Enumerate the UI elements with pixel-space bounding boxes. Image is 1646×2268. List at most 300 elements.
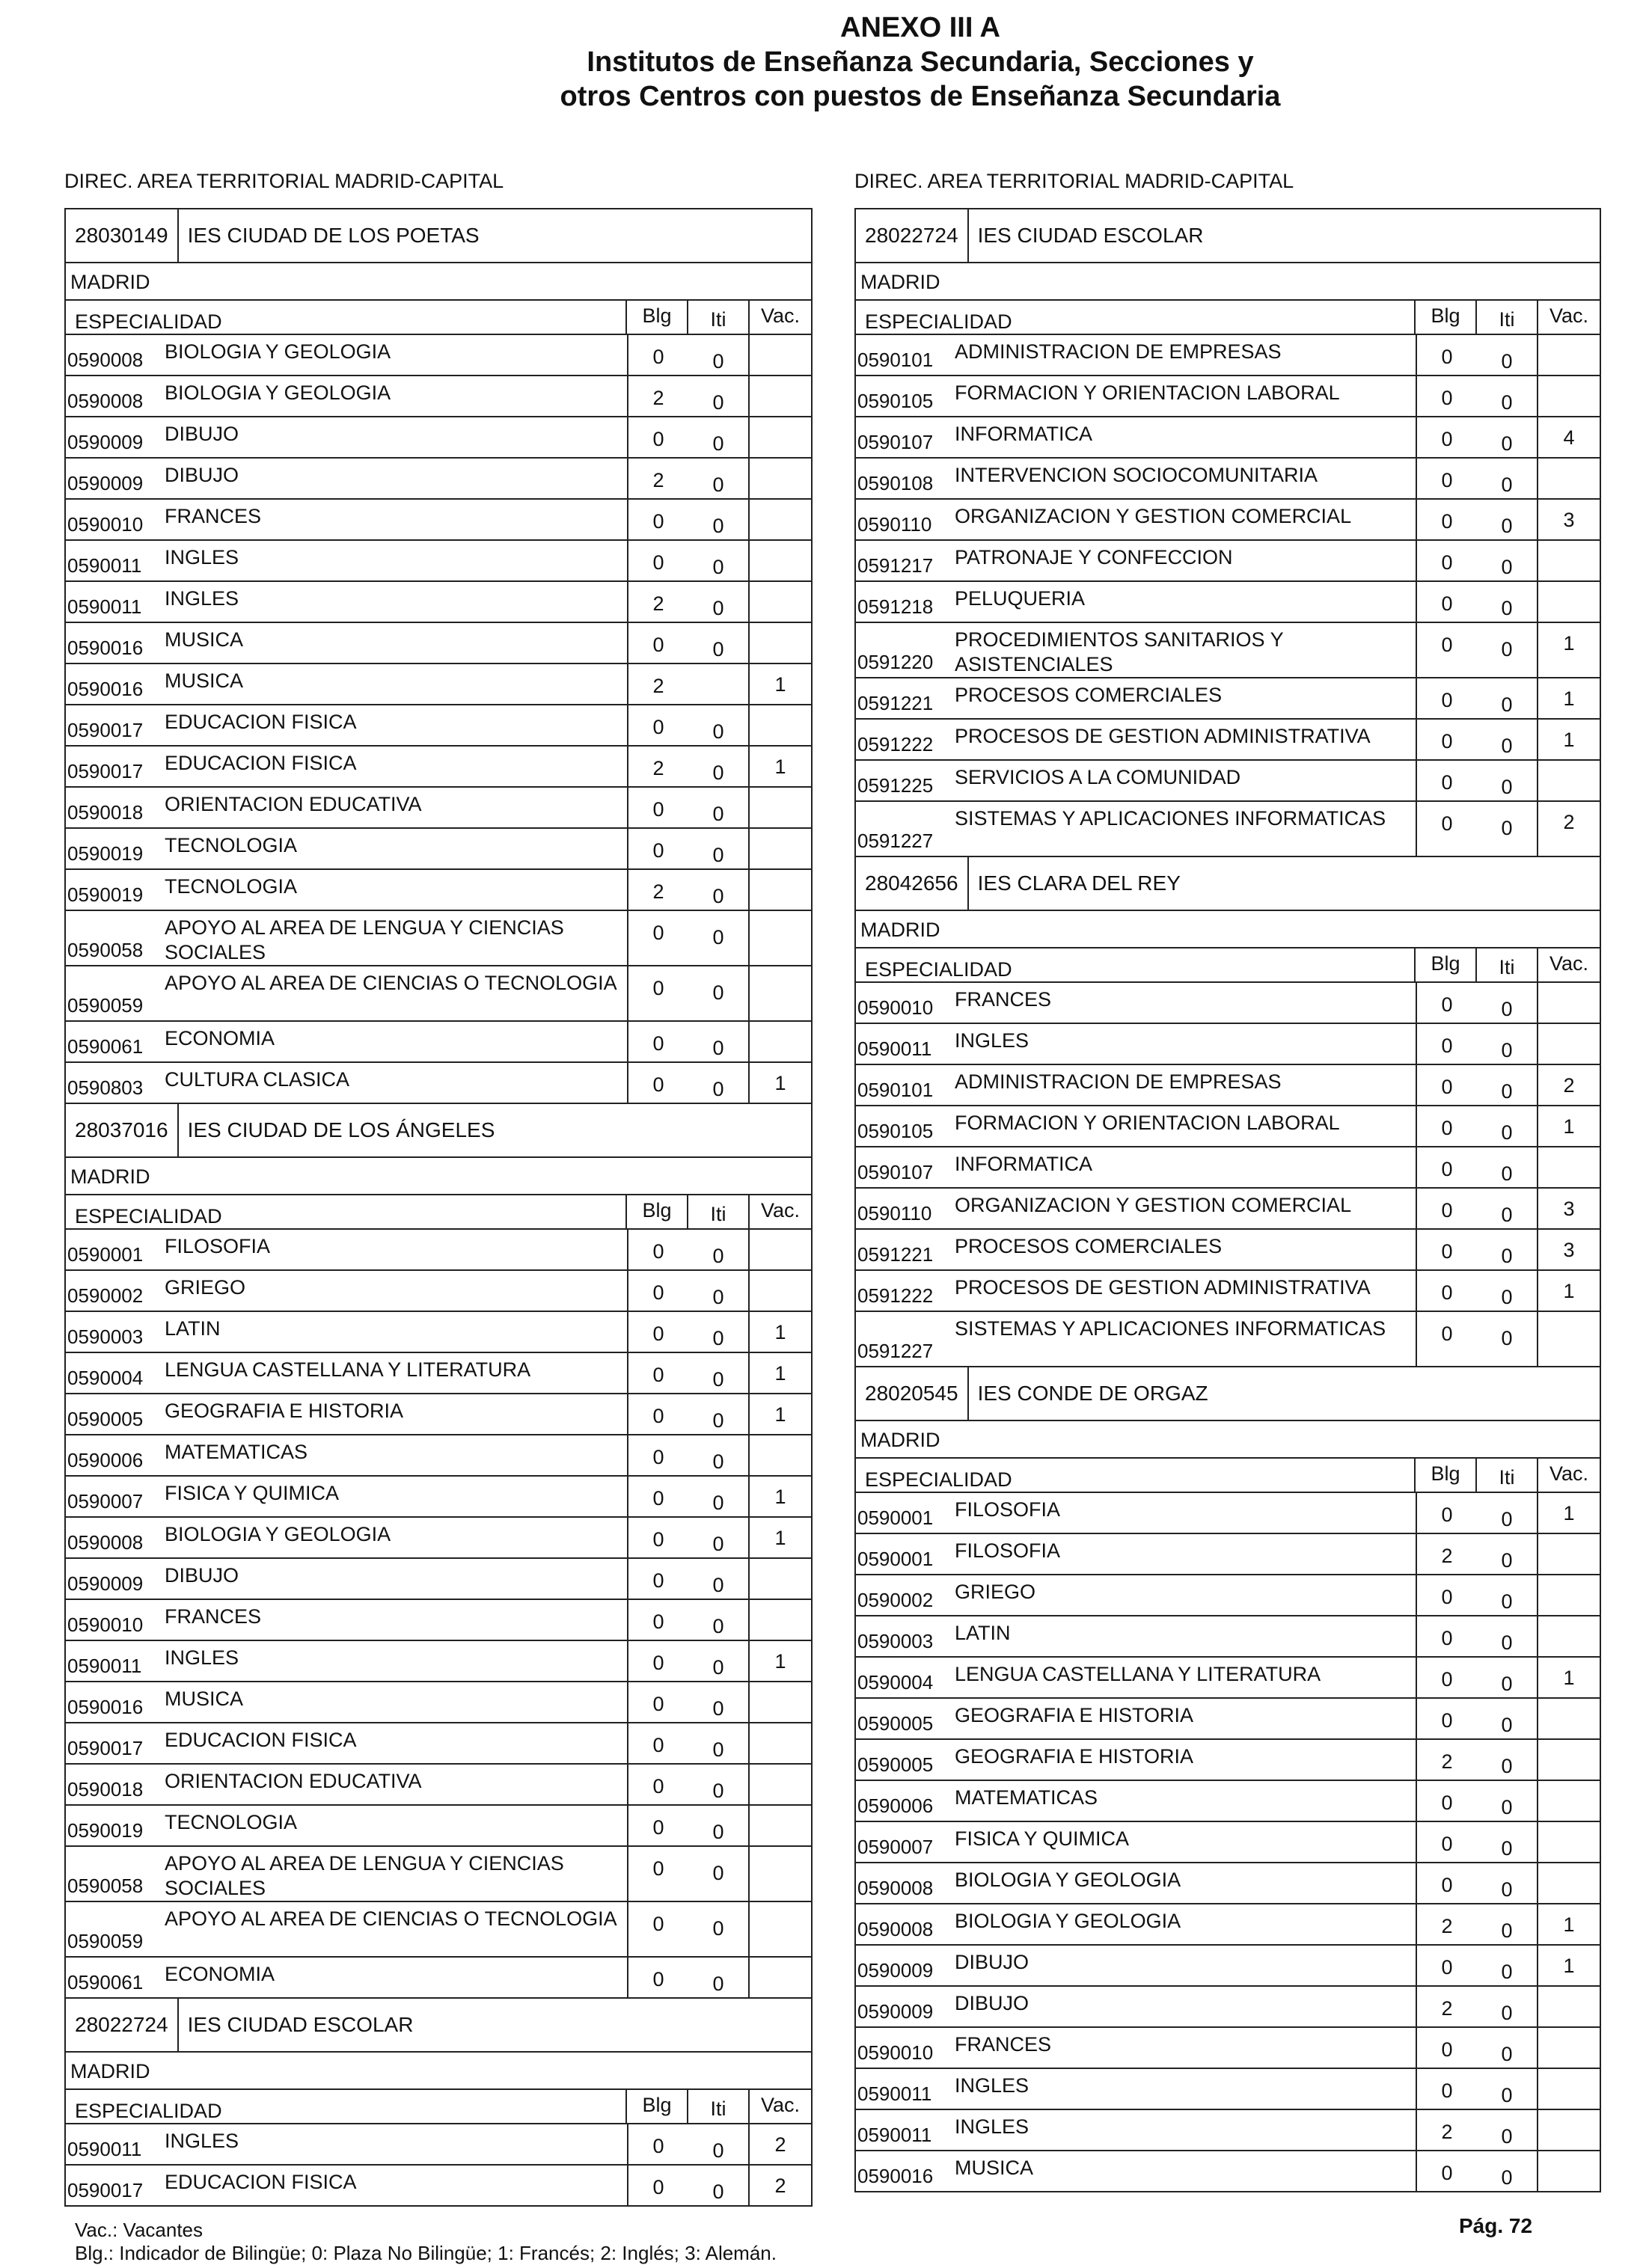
- blg-value: 0: [1416, 500, 1477, 539]
- specialty-code: 0591222: [857, 733, 934, 756]
- table-row: [66, 1394, 811, 1435]
- vac-value: [1537, 1740, 1600, 1780]
- iti-value: 0: [1501, 515, 1513, 537]
- vac-value: [748, 623, 811, 663]
- vac-value: [1537, 1575, 1600, 1615]
- table-row: [66, 1063, 811, 1103]
- blg-value: 0: [1416, 1106, 1477, 1146]
- table-row: [856, 1740, 1600, 1781]
- center-header: [856, 1367, 1600, 1421]
- specialty-name: MUSICA: [955, 2157, 1034, 2179]
- iti-value: 0: [712, 1738, 724, 1761]
- header-iti: Iti: [1475, 1459, 1537, 1492]
- iti-value: 0: [712, 803, 724, 825]
- blg-value: 0: [1416, 1863, 1477, 1903]
- iti-value: 0: [712, 844, 724, 866]
- specialty-code: 0590004: [67, 1367, 144, 1389]
- specialty-code: 0591220: [857, 651, 934, 673]
- specialty-code: 0591217: [857, 554, 934, 577]
- specialty-name: FRANCES: [165, 505, 262, 527]
- vac-value: [748, 582, 811, 622]
- blg-value: 0: [1416, 720, 1477, 759]
- header-blg: Blg: [625, 2090, 687, 2123]
- table-row: [66, 1230, 811, 1271]
- table-row: [856, 623, 1600, 678]
- vac-value: 1: [1537, 720, 1600, 759]
- vac-value: 1: [748, 1518, 811, 1557]
- specialty-name: INGLES: [165, 546, 239, 568]
- table-row: [66, 705, 811, 747]
- table-row: [66, 1641, 811, 1682]
- center-locality: MADRID: [856, 911, 1600, 948]
- iti-value: 0: [712, 720, 724, 743]
- specialty-name: MATEMATICAS: [955, 1786, 1098, 1809]
- specialty-code: 0590018: [67, 1778, 144, 1800]
- table-row: [856, 1312, 1600, 1366]
- specialty-name: DIBUJO: [165, 1564, 239, 1587]
- specialty-code: 0590059: [67, 994, 144, 1017]
- specialty-name: BIOLOGIA Y GEOLOGIA: [165, 381, 391, 404]
- specialty-name: TECNOLOGIA: [165, 834, 298, 856]
- table-header: [856, 301, 1600, 335]
- blg-value: 0: [1416, 1312, 1477, 1366]
- iti-value: 0: [1501, 1508, 1513, 1530]
- table-row: [66, 829, 811, 870]
- table-row: [856, 459, 1600, 500]
- vac-value: [748, 829, 811, 868]
- specialty-code: 0590001: [857, 1548, 934, 1570]
- blg-value: 0: [627, 1394, 688, 1434]
- annex-title: ANEXO III A: [840, 12, 1000, 43]
- table-row: [66, 376, 811, 417]
- iti-value: 0: [712, 1286, 724, 1308]
- specialty-name: BIOLOGIA Y GEOLOGIA: [955, 1910, 1181, 1932]
- specialty-name: INTERVENCION SOCIOCOMUNITARIA: [955, 464, 1318, 486]
- blg-value: 0: [627, 1847, 688, 1901]
- blg-value: 0: [627, 335, 688, 375]
- vac-value: [748, 788, 811, 827]
- blg-value: 2: [1416, 1904, 1477, 1944]
- blg-value: 0: [1416, 1575, 1477, 1615]
- vac-value: [1537, 1147, 1600, 1187]
- specialty-name: INGLES: [165, 2130, 239, 2152]
- specialty-name: INGLES: [165, 1646, 239, 1669]
- specialty-code: 0590016: [857, 2165, 934, 2187]
- vac-value: [1537, 2028, 1600, 2068]
- vac-value: [1537, 1863, 1600, 1903]
- blg-value: 0: [1416, 1493, 1477, 1533]
- iti-value: 0: [1501, 2166, 1513, 2189]
- table-row: [856, 1822, 1600, 1863]
- specialty-name: TECNOLOGIA: [165, 1811, 298, 1833]
- specialty-code: 0590011: [857, 2082, 932, 2105]
- table-row: [856, 2110, 1600, 2151]
- table-row: [856, 1534, 1600, 1575]
- header-blg: Blg: [1414, 301, 1475, 334]
- specialty-code: 0591227: [857, 1340, 934, 1362]
- blg-value: 2: [1416, 1740, 1477, 1780]
- table-row: [856, 2069, 1600, 2110]
- iti-value: 0: [712, 556, 724, 578]
- right-column: [854, 166, 1601, 2192]
- specialty-code: 0590017: [67, 760, 144, 782]
- specialty-code: 0590058: [67, 1875, 144, 1897]
- vac-value: 1: [748, 747, 811, 786]
- table-row: [856, 500, 1600, 541]
- iti-value: 0: [712, 1780, 724, 1802]
- vac-value: 1: [748, 1394, 811, 1434]
- specialty-name: FILOSOFIA: [955, 1498, 1061, 1521]
- table-row: [66, 1806, 811, 1847]
- direccion-territorial: DIREC. AREA TERRITORIAL MADRID-CAPITAL: [64, 170, 504, 192]
- blg-value: 0: [627, 500, 688, 539]
- specialty-code: 0590019: [67, 1819, 144, 1842]
- table-row: [66, 417, 811, 459]
- iti-value: 0: [1501, 350, 1513, 373]
- iti-value: 0: [712, 515, 724, 537]
- vac-value: [748, 870, 811, 910]
- vac-value: [1537, 1534, 1600, 1574]
- blg-value: 0: [1416, 983, 1477, 1023]
- blg-value: 0: [627, 1723, 688, 1763]
- center-locality: MADRID: [66, 2053, 811, 2090]
- header-especialidad: ESPECIALIDAD: [865, 310, 1012, 333]
- blg-value: 0: [627, 705, 688, 745]
- iti-value: 0: [1501, 1673, 1513, 1695]
- table-row: [856, 1189, 1600, 1230]
- vac-value: [748, 1958, 811, 1997]
- vac-value: [748, 1271, 811, 1311]
- iti-value: 0: [712, 1973, 724, 1995]
- legend-vacantes: Vac.: Vacantes: [75, 2219, 204, 2241]
- iti-value: 0: [1501, 2125, 1513, 2148]
- footer-legend: [75, 2219, 777, 2265]
- table-row: [66, 500, 811, 541]
- iti-value: 0: [1501, 1549, 1513, 1572]
- blg-value: 0: [1416, 1024, 1477, 1064]
- blg-value: 2: [627, 664, 688, 704]
- specialty-name: APOYO AL AREA DE CIENCIAS O TECNOLOGIA: [165, 972, 617, 994]
- vac-value: [748, 1765, 811, 1804]
- header-iti: Iti: [687, 301, 748, 334]
- iti-value: 0: [1501, 1162, 1513, 1185]
- table-row: [856, 1863, 1600, 1904]
- blg-value: 2: [1416, 2110, 1477, 2150]
- vac-value: [1537, 541, 1600, 580]
- iti-value: 0: [1501, 597, 1513, 619]
- header-vac: Vac.: [748, 301, 811, 334]
- iti-value: 0: [712, 926, 724, 948]
- vac-value: [748, 705, 811, 745]
- vac-value: 3: [1537, 1230, 1600, 1269]
- vac-value: [1537, 335, 1600, 375]
- vac-value: 2: [1537, 802, 1600, 856]
- table-row: [66, 1312, 811, 1353]
- blg-value: 0: [627, 1312, 688, 1352]
- center-code: 28042656: [856, 857, 969, 910]
- specialty-name: ORGANIZACION Y GESTION COMERCIAL: [955, 1194, 1352, 1216]
- iti-value: 0: [1501, 1245, 1513, 1267]
- specialty-name: FISICA Y QUIMICA: [955, 1827, 1130, 1850]
- vac-value: [1537, 1699, 1600, 1738]
- table-row: [856, 1946, 1600, 1987]
- center-block: [64, 1997, 813, 2207]
- specialty-code: 0590007: [857, 1836, 934, 1858]
- specialty-name: GEOGRAFIA E HISTORIA: [165, 1400, 404, 1422]
- specialty-name: APOYO AL AREA DE CIENCIAS O TECNOLOGIA: [165, 1907, 617, 1930]
- specialty-code: 0591225: [857, 774, 934, 797]
- specialty-name: INGLES: [955, 1029, 1029, 1052]
- specialty-name: FILOSOFIA: [955, 1539, 1061, 1562]
- table-row: [66, 1600, 811, 1641]
- specialty-code: 0590107: [857, 1161, 934, 1183]
- specialty-code: 0590016: [67, 678, 144, 700]
- specialty-code: 0590003: [857, 1630, 934, 1652]
- iti-value: 0: [712, 1574, 724, 1596]
- blg-value: 0: [1416, 1189, 1477, 1228]
- blg-value: 0: [627, 1682, 688, 1722]
- center-locality: MADRID: [66, 263, 811, 301]
- blg-value: 0: [627, 1353, 688, 1393]
- vac-value: [748, 1806, 811, 1845]
- iti-value: 0: [712, 981, 724, 1004]
- specialty-name: SISTEMAS Y APLICACIONES INFORMATICAS: [955, 1317, 1386, 1340]
- center-name: IES CIUDAD ESCOLAR: [977, 224, 1204, 247]
- specialty-name: BIOLOGIA Y GEOLOGIA: [165, 1523, 391, 1545]
- table-row: [66, 870, 811, 911]
- table-row: [856, 1781, 1600, 1822]
- vac-value: [748, 1022, 811, 1061]
- table-row: [856, 1987, 1600, 2028]
- iti-value: 0: [1501, 2002, 1513, 2024]
- vac-value: [748, 1230, 811, 1269]
- specialty-code: 0590009: [67, 472, 144, 494]
- header-especialidad: ESPECIALIDAD: [865, 958, 1012, 981]
- table-header: [66, 1195, 811, 1230]
- specialty-code: 0590017: [67, 2179, 144, 2201]
- header-blg: Blg: [625, 1195, 687, 1228]
- specialty-code: 0590110: [857, 1202, 932, 1225]
- specialty-name: EDUCACION FISICA: [165, 2171, 357, 2193]
- specialty-name: MUSICA: [165, 628, 244, 651]
- blg-value: 0: [627, 541, 688, 580]
- vac-value: 1: [748, 1477, 811, 1516]
- blg-value: 2: [627, 459, 688, 498]
- vac-value: [748, 966, 811, 1020]
- blg-value: 0: [1416, 1147, 1477, 1187]
- specialty-code: 0590011: [67, 1655, 142, 1677]
- specialty-code: 0591221: [857, 692, 934, 714]
- iti-value: 0: [712, 1862, 724, 1884]
- iti-value: 0: [1501, 1327, 1513, 1349]
- header-iti: Iti: [1475, 948, 1537, 981]
- table-body: [856, 1493, 1600, 2191]
- specialty-name: DIBUJO: [955, 1951, 1029, 1973]
- table-row: [66, 1022, 811, 1063]
- iti-value: 0: [712, 2180, 724, 2203]
- specialty-name: DIBUJO: [165, 423, 239, 445]
- vac-value: [748, 1902, 811, 1956]
- blg-value: 0: [627, 1477, 688, 1516]
- vac-value: [1537, 2069, 1600, 2109]
- table-row: [66, 966, 811, 1022]
- specialty-name: MUSICA: [165, 669, 244, 692]
- blg-value: 0: [1416, 541, 1477, 580]
- iti-value: 0: [1501, 1796, 1513, 1818]
- header-especialidad: ESPECIALIDAD: [75, 310, 222, 333]
- table-row: [856, 1616, 1600, 1658]
- specialty-name: PROCEDIMIENTOS SANITARIOS Y ASISTENCIALES: [955, 628, 1284, 675]
- blg-value: 0: [1416, 1822, 1477, 1862]
- specialty-name: ADMINISTRACION DE EMPRESAS: [955, 1070, 1282, 1093]
- blg-value: 0: [1416, 761, 1477, 800]
- specialty-name: MUSICA: [165, 1688, 244, 1710]
- blg-value: 0: [1416, 1658, 1477, 1697]
- center-block: [64, 208, 813, 1103]
- iti-value: 0: [1501, 1039, 1513, 1061]
- vac-value: 3: [1537, 500, 1600, 539]
- blg-value: 0: [627, 1435, 688, 1475]
- iti-value: 0: [1501, 1204, 1513, 1226]
- table-row: [66, 1723, 811, 1765]
- specialty-code: 0590108: [857, 472, 934, 494]
- table-row: [66, 664, 811, 705]
- iti-value: 0: [1501, 1837, 1513, 1860]
- specialty-name: GEOGRAFIA E HISTORIA: [955, 1745, 1194, 1768]
- blg-value: 0: [1416, 2028, 1477, 2068]
- vac-value: [1537, 1024, 1600, 1064]
- vac-value: 1: [1537, 1271, 1600, 1311]
- center-locality: MADRID: [856, 263, 1600, 301]
- iti-value: 0: [1501, 1714, 1513, 1736]
- iti-value: 0: [1501, 1919, 1513, 1942]
- table-row: [856, 2151, 1600, 2191]
- vac-value: 1: [748, 664, 811, 704]
- blg-value: 2: [627, 870, 688, 910]
- iti-value: 0: [712, 1492, 724, 1514]
- table-row: [856, 1904, 1600, 1946]
- table-row: [856, 1106, 1600, 1147]
- iti-value: 0: [1501, 2043, 1513, 2065]
- vac-value: 1: [748, 1641, 811, 1681]
- table-body: [66, 1230, 811, 1997]
- vac-value: 1: [1537, 1493, 1600, 1533]
- vac-value: [748, 1847, 811, 1901]
- specialty-code: 0590005: [857, 1753, 934, 1776]
- table-body: [856, 335, 1600, 856]
- specialty-code: 0590010: [67, 513, 144, 536]
- header-especialidad: ESPECIALIDAD: [75, 2100, 222, 2122]
- specialty-name: LATIN: [165, 1317, 221, 1340]
- specialty-code: 0591222: [857, 1284, 934, 1307]
- blg-value: 0: [627, 1958, 688, 1997]
- specialty-code: 0590009: [857, 2000, 934, 2023]
- specialty-name: ORIENTACION EDUCATIVA: [165, 1770, 422, 1792]
- iti-value: 0: [1501, 693, 1513, 716]
- blg-value: 0: [627, 1559, 688, 1599]
- specialty-code: 0590059: [67, 1930, 144, 1952]
- iti-value: 0: [712, 391, 724, 414]
- blg-value: 0: [1416, 2151, 1477, 2191]
- vac-value: 1: [1537, 1904, 1600, 1944]
- specialty-name: APOYO AL AREA DE LENGUA Y CIENCIAS SOCIALES: [165, 916, 564, 963]
- vac-value: [748, 459, 811, 498]
- specialty-code: 0590011: [857, 2124, 932, 2146]
- specialty-code: 0590061: [67, 1035, 144, 1058]
- header-blg: Blg: [1414, 1459, 1475, 1492]
- vac-value: [1537, 2110, 1600, 2150]
- vac-value: [1537, 2151, 1600, 2191]
- specialty-code: 0591218: [857, 595, 934, 618]
- specialty-name: PELUQUERIA: [955, 587, 1086, 610]
- vac-value: [1537, 1822, 1600, 1862]
- blg-value: 0: [1416, 623, 1477, 677]
- blg-value: 0: [1416, 2069, 1477, 2109]
- specialty-name: FISICA Y QUIMICA: [165, 1482, 340, 1504]
- iti-value: 0: [712, 1615, 724, 1637]
- specialty-name: GEOGRAFIA E HISTORIA: [955, 1704, 1194, 1726]
- specialty-code: 0590110: [857, 513, 932, 536]
- blg-value: 0: [627, 788, 688, 827]
- iti-value: 0: [1501, 776, 1513, 798]
- table-row: [856, 1271, 1600, 1312]
- legend-bilingue: Blg.: Indicador de Bilingüe; 0: Plaza No Bilingüe; 1: Francés; 2: Inglés; 3: Alemán.: [75, 2242, 777, 2264]
- center-locality: MADRID: [66, 1158, 811, 1195]
- blg-value: 0: [1416, 802, 1477, 856]
- iti-value: 0: [712, 1409, 724, 1432]
- specialty-code: 0590003: [67, 1325, 144, 1348]
- specialty-code: 0590001: [67, 1243, 144, 1266]
- vac-value: [748, 541, 811, 580]
- specialty-code: 0591227: [857, 830, 934, 852]
- vac-value: [748, 1682, 811, 1722]
- table-row: [66, 2166, 811, 2205]
- blg-value: 0: [627, 1230, 688, 1269]
- specialty-code: 0590017: [67, 719, 144, 741]
- left-column: [64, 166, 813, 2207]
- iti-value: 0: [712, 1656, 724, 1679]
- iti-value: 0: [1501, 1590, 1513, 1613]
- specialty-name: BIOLOGIA Y GEOLOGIA: [165, 340, 391, 363]
- specialty-code: 0590009: [67, 431, 144, 453]
- vac-value: [748, 376, 811, 416]
- blg-value: 0: [1416, 417, 1477, 457]
- specialty-name: DIBUJO: [955, 1992, 1029, 2014]
- table-row: [856, 541, 1600, 582]
- specialty-code: 0591221: [857, 1243, 934, 1266]
- specialty-name: APOYO AL AREA DE LENGUA Y CIENCIAS SOCIALES: [165, 1852, 564, 1899]
- iti-value: 0: [712, 1917, 724, 1940]
- table-row: [66, 582, 811, 623]
- table-row: [856, 1024, 1600, 1065]
- specialty-name: LATIN: [955, 1622, 1011, 1644]
- center-code: 28022724: [856, 209, 969, 262]
- table-row: [66, 335, 811, 376]
- specialty-name: GRIEGO: [955, 1581, 1036, 1603]
- blg-value: 0: [627, 911, 688, 965]
- table-row: [856, 335, 1600, 376]
- iti-value: 0: [712, 638, 724, 661]
- vac-value: [1537, 376, 1600, 416]
- iti-value: 0: [712, 1821, 724, 1843]
- specialty-name: LENGUA CASTELLANA Y LITERATURA: [955, 1663, 1321, 1685]
- iti-value: 0: [1501, 2084, 1513, 2106]
- center-code: 28020545: [856, 1367, 969, 1420]
- iti-value: 0: [1501, 1080, 1513, 1103]
- specialty-name: LENGUA CASTELLANA Y LITERATURA: [165, 1358, 531, 1381]
- center-name: IES CIUDAD DE LOS POETAS: [187, 224, 480, 247]
- header-vac: Vac.: [748, 2090, 811, 2123]
